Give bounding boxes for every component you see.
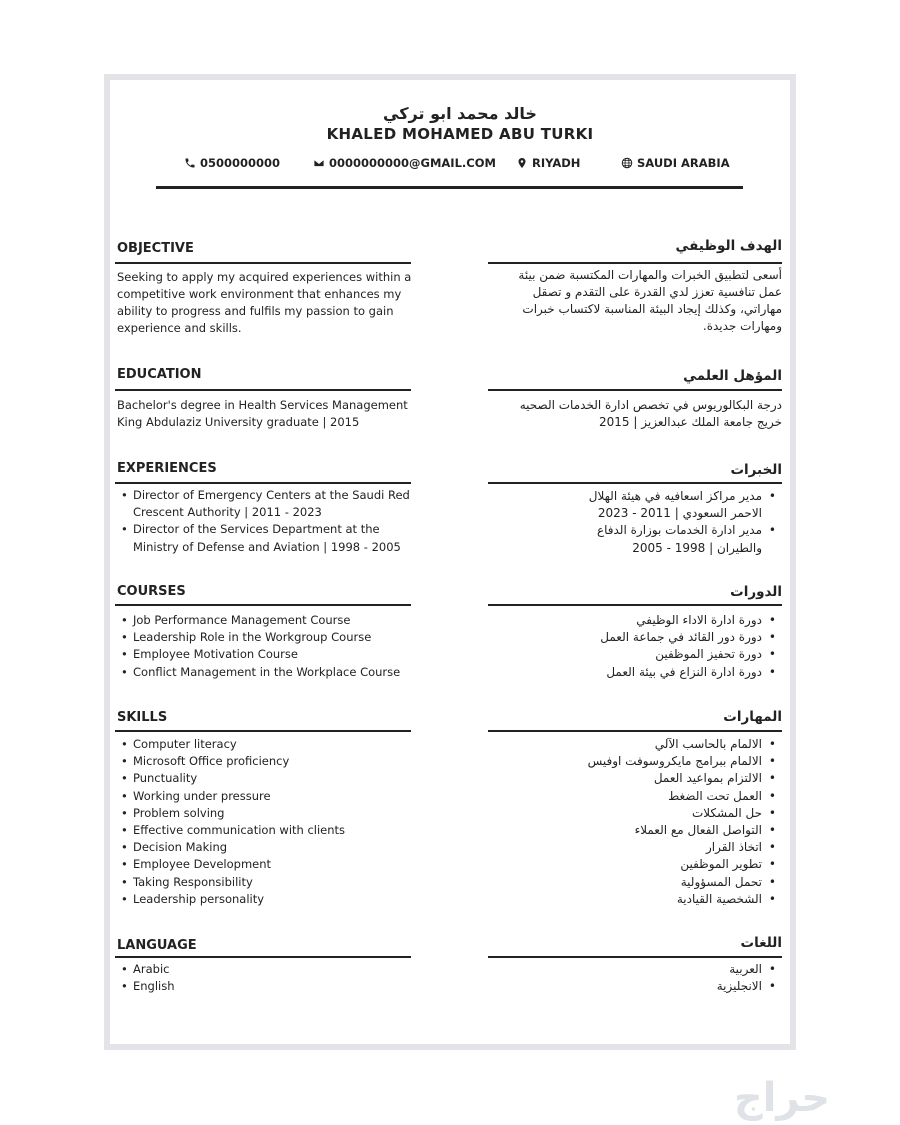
list-item: • Job Performance Management Course bbox=[117, 612, 412, 629]
list-item: • الالمام بالحاسب الآلي bbox=[492, 736, 782, 753]
experiences-title-ar: الخبرات bbox=[730, 462, 782, 478]
skills-divider-en bbox=[115, 730, 411, 732]
list-item: • حل المشكلات bbox=[492, 805, 782, 822]
education-divider-en bbox=[115, 389, 411, 391]
language-list-ar bbox=[492, 961, 782, 995]
list-item: • Taking Responsibility bbox=[117, 874, 412, 891]
list-item: • Effective communication with clients bbox=[117, 822, 412, 839]
education-title-ar: المؤهل العلمي bbox=[683, 368, 782, 384]
objective-title-en: OBJECTIVE bbox=[117, 241, 194, 256]
list-item: • مدير ادارة الخدمات بوزارة الدفاع والطيران | 1998 - 2005 bbox=[582, 522, 782, 556]
list-item: • Working under pressure bbox=[117, 788, 412, 805]
skills-list-ar bbox=[492, 736, 782, 908]
language-title-en: LANGUAGE bbox=[117, 938, 197, 953]
list-item: • التواصل الفعال مع العملاء bbox=[492, 822, 782, 839]
contact-country bbox=[621, 156, 730, 170]
list-item: • Leadership Role in the Workgroup Course bbox=[117, 629, 412, 646]
education-degree-ar: درجة البكالوريوس في تخصص ادارة الخدمات الصحيه bbox=[519, 398, 782, 412]
list-item: • الالمام ببرامج مايكروسوفت اوفيس bbox=[492, 753, 782, 770]
skills-list-en bbox=[117, 736, 412, 908]
list-item: • دورة ادارة الاداء الوظيفي bbox=[492, 612, 782, 629]
list-item: • Conflict Management in the Workplace Course bbox=[117, 664, 412, 681]
objective-text-ar: أسعى لتطبيق الخبرات والمهارات المكتسبة ضمن بيئة عمل تنافسية تعزز لدي القدرة على التقدم و تصقل مهاراتي، وكذلك إيجاد البيئة المناسبة لاكتساب خبرات ومهارات جديدة. bbox=[518, 268, 782, 333]
cv-page bbox=[110, 80, 790, 1044]
experiences-title-en: EXPERIENCES bbox=[117, 461, 217, 476]
contact-email bbox=[313, 156, 496, 170]
contact-city bbox=[516, 156, 580, 170]
list-item: • Punctuality bbox=[117, 770, 412, 787]
list-item: • Problem solving bbox=[117, 805, 412, 822]
education-text-en bbox=[117, 397, 412, 431]
globe-icon bbox=[621, 157, 633, 169]
list-item: • الانجليزية bbox=[492, 978, 782, 995]
list-item: • الشخصية القيادية bbox=[492, 891, 782, 908]
list-item: • Arabic bbox=[117, 961, 412, 978]
objective-title-ar: الهدف الوظيفي bbox=[675, 238, 782, 254]
list-item: • تحمل المسؤولية bbox=[492, 874, 782, 891]
experiences-list-ar bbox=[582, 488, 782, 557]
skills-divider-ar bbox=[488, 730, 782, 732]
education-text-ar bbox=[492, 397, 782, 431]
name-arabic: خالد محمد ابو تركي bbox=[383, 104, 537, 123]
site-watermark-logo: حراج bbox=[733, 1075, 831, 1121]
objective-divider-en bbox=[115, 262, 411, 264]
education-degree-en: Bachelor's degree in Health Services Management bbox=[117, 398, 408, 412]
list-item: • Employee Motivation Course bbox=[117, 646, 412, 663]
courses-title-ar: الدورات bbox=[730, 584, 782, 600]
name-english: KHALED MOHAMED ABU TURKI bbox=[326, 125, 594, 143]
list-item: • Director of Emergency Centers at the Saudi Red Crescent Authority | 2011 - 2023 bbox=[117, 487, 412, 521]
list-item: • تطوير الموظفين bbox=[492, 856, 782, 873]
list-item: • Microsoft Office proficiency bbox=[117, 753, 412, 770]
list-item: • Decision Making bbox=[117, 839, 412, 856]
objective-text-en: Seeking to apply my acquired experiences within a competitive work environment that enhances my ability to progress and fulfils my passion to gain experience and skills. bbox=[117, 270, 412, 335]
courses-title-en: COURSES bbox=[117, 584, 186, 599]
experiences-list-en bbox=[117, 487, 412, 556]
country-text: SAUDI ARABIA bbox=[637, 156, 730, 170]
list-item: • English bbox=[117, 978, 412, 995]
education-title-en: EDUCATION bbox=[117, 367, 202, 382]
list-item: • العربية bbox=[492, 961, 782, 978]
phone-icon bbox=[184, 157, 196, 169]
education-divider-ar bbox=[488, 389, 782, 391]
city-text: RIYADH bbox=[532, 156, 581, 170]
list-item: • العمل تحت الضغط bbox=[492, 788, 782, 805]
header-divider bbox=[156, 186, 743, 189]
language-list-en bbox=[117, 961, 412, 995]
list-item: • مدير مراكز اسعافيه في هيئة الهلال الاحمر السعودي | 2011 - 2023 bbox=[582, 488, 782, 522]
list-item: • دورة تحفيز الموظفين bbox=[492, 646, 782, 663]
envelope-icon bbox=[313, 157, 325, 169]
courses-divider-en bbox=[115, 604, 411, 606]
skills-title-en: SKILLS bbox=[117, 710, 168, 725]
courses-list-en bbox=[117, 612, 412, 681]
list-item: • اتخاذ القرار bbox=[492, 839, 782, 856]
location-pin-icon bbox=[516, 157, 528, 169]
list-item: • Director of the Services Department at the Ministry of Defense and Aviation | 1998 - 2005 bbox=[117, 521, 412, 555]
experiences-divider-ar bbox=[488, 482, 782, 484]
list-item: • Leadership personality bbox=[117, 891, 412, 908]
list-item: • الالتزام بمواعيد العمل bbox=[492, 770, 782, 787]
courses-list-ar bbox=[492, 612, 782, 681]
objective-divider-ar bbox=[488, 262, 782, 264]
list-item: • Computer literacy bbox=[117, 736, 412, 753]
language-title-ar: اللغات bbox=[740, 935, 782, 951]
list-item: • دورة ادارة النزاع في بيئة العمل bbox=[492, 664, 782, 681]
list-item: • Employee Development bbox=[117, 856, 412, 873]
education-university-ar: خريج جامعة الملك عبدالعزيز | 2015 bbox=[599, 415, 782, 429]
language-divider-ar bbox=[488, 956, 782, 958]
contact-phone bbox=[184, 156, 280, 170]
skills-title-ar: المهارات bbox=[723, 709, 782, 725]
language-divider-en bbox=[115, 956, 411, 958]
email-text: 0000000000@GMAIL.COM bbox=[329, 156, 496, 170]
list-item: • دورة دور القائد في جماعة العمل bbox=[492, 629, 782, 646]
experiences-divider-en bbox=[115, 482, 411, 484]
education-university-en: King Abdulaziz University graduate | 2015 bbox=[117, 415, 360, 429]
phone-text: 0500000000 bbox=[200, 156, 281, 170]
courses-divider-ar bbox=[488, 604, 782, 606]
